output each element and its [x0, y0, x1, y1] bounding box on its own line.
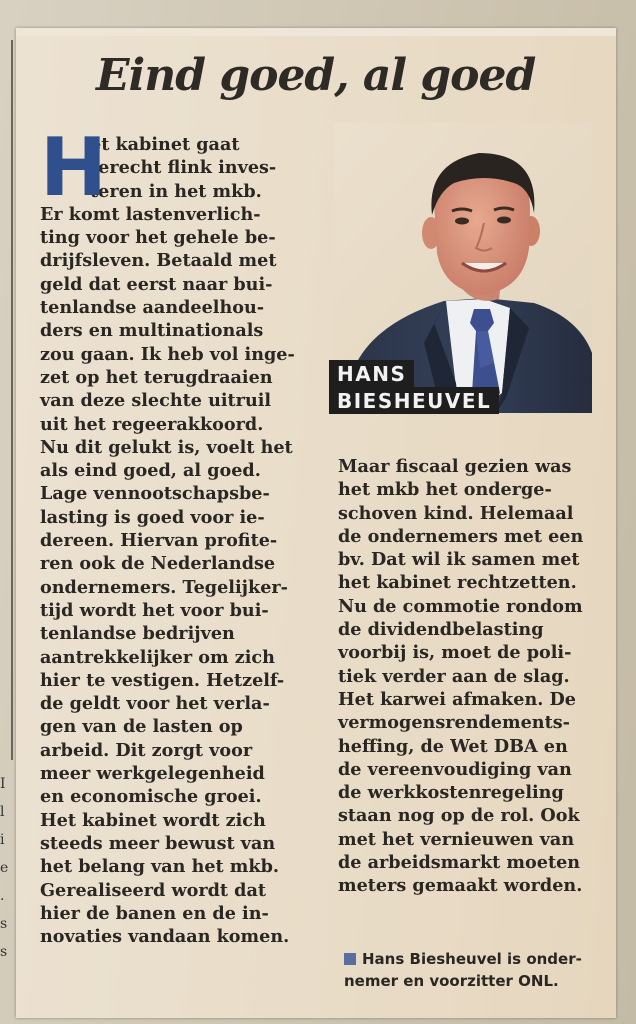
- newspaper-clipping: [16, 28, 616, 1018]
- clipping-top-edge: [16, 28, 616, 36]
- article-text-line: uit het regeerakkoord.: [40, 413, 264, 435]
- article-text-line: et kabinet gaat: [90, 134, 240, 155]
- article-text-line: gen van de lasten op: [40, 716, 243, 738]
- article-text-line: terecht flink inves-: [90, 157, 277, 179]
- article-text-line: zou gaan. Ik heb vol inge-: [40, 343, 295, 365]
- article-text-line: van deze slechte uitruil: [40, 390, 272, 412]
- article-text-line: ders en multinationals: [40, 320, 264, 342]
- bio-text-1: Hans Biesheuvel is onder-: [362, 950, 582, 968]
- article-text-line: het kabinet rechtzetten.: [338, 572, 577, 594]
- article-text-line: heffing, de Wet DBA en: [338, 735, 568, 757]
- article-text-line: Nu dit gelukt is, voelt het: [40, 436, 293, 458]
- background-letter: I: [0, 776, 6, 792]
- article-text-line: vermogensrendements-: [338, 712, 570, 734]
- author-name-first: HANS: [329, 360, 414, 387]
- article-text-line: en economische groei.: [40, 786, 262, 808]
- article-text-line: zet op het terugdraaien: [40, 366, 273, 388]
- article-text-line: met het vernieuwen van: [338, 828, 575, 850]
- article-text-line: meer werkgelegenheid: [40, 763, 265, 785]
- article-text-line: de geldt voor het verla-: [40, 693, 270, 715]
- author-bio: [344, 948, 606, 992]
- bio-line: [344, 970, 606, 992]
- background-column-rule: [11, 40, 13, 760]
- article-text-line: Gerealiseerd wordt dat: [40, 879, 266, 901]
- article-right-column: [338, 455, 613, 898]
- background-letter: s: [0, 944, 8, 960]
- article-text-line: steeds meer bewust van: [40, 832, 276, 854]
- article-text-line: de vereenvoudiging van: [338, 758, 572, 780]
- article-text-line: staan nog op de rol. Ook: [338, 805, 580, 827]
- article-text-line: het mkb het onderge-: [338, 479, 552, 501]
- article-text-line: geld dat eerst naar bui-: [40, 273, 273, 295]
- article-text-line: schoven kind. Helemaal: [338, 502, 574, 524]
- background-margin-letters: [0, 770, 14, 966]
- article-text-line: ren ook de Nederlandse: [40, 553, 276, 575]
- article-text-line: bv. Dat wil ik samen met: [338, 549, 580, 571]
- article-text-line: hier te vestigen. Hetzelf-: [40, 669, 285, 691]
- article-text-line: als eind goed, al goed.: [40, 460, 261, 482]
- article-text-line: dereen. Hiervan profite-: [40, 530, 278, 552]
- article-text-line: ting voor het gehele be-: [40, 227, 276, 249]
- article-text-line: drijfsleven. Betaald met: [40, 250, 277, 272]
- article-text-line: voorbij is, moet de poli-: [338, 642, 572, 664]
- article-text-line: Lage vennootschapsbe-: [40, 483, 270, 505]
- background-letter: s: [0, 916, 8, 932]
- article-text-line: tenlandse bedrijven: [40, 623, 235, 645]
- article-text-line: de arbeidsmarkt moeten: [338, 852, 581, 874]
- article-text-line: de dividendbelasting: [338, 619, 544, 641]
- background-letter: i: [0, 832, 5, 848]
- background-letter: l: [0, 804, 5, 820]
- article-text-line: tiek verder aan de slag.: [338, 665, 570, 687]
- article-headline: Eind goed, al goed: [96, 50, 536, 101]
- article-text-line: arbeid. Dit zorgt voor: [40, 739, 253, 761]
- bio-text-2: nemer en voorzitter ONL.: [344, 972, 559, 990]
- article-text-line: lasting is goed voor ie-: [40, 506, 265, 528]
- article-text-line: tenlandse aandeelhou-: [40, 297, 265, 319]
- article-text-line: ondernemers. Tegelijker-: [40, 576, 288, 598]
- article-text-line: Het karwei afmaken. De: [338, 688, 576, 710]
- article-text-line: het belang van het mkb.: [40, 856, 280, 878]
- author-name-label: [329, 360, 509, 414]
- article-text-line: de werkkostenregeling: [338, 782, 564, 804]
- article-text-line: teren in het mkb.: [90, 180, 262, 202]
- article-text-line: Het kabinet wordt zich: [40, 809, 266, 831]
- article-text-line: aantrekkelijker om zich: [40, 646, 275, 668]
- article-text-line: Maar fiscaal gezien was: [338, 456, 572, 477]
- drop-cap: H: [40, 121, 107, 214]
- article-text-line: hier de banen en de in-: [40, 902, 269, 924]
- article-text-line: Nu de commotie rondom: [338, 595, 583, 617]
- article-text-line: tijd wordt het voor bui-: [40, 599, 269, 621]
- article-left-column: [40, 121, 330, 948]
- background-letter: .: [0, 888, 5, 904]
- article-text-line: de ondernemers met een: [338, 525, 584, 547]
- bio-square-icon: [344, 953, 356, 965]
- article-text-line: Er komt lastenverlich-: [40, 203, 261, 225]
- article-text-line: meters gemaakt worden.: [338, 875, 583, 897]
- bio-line: [344, 948, 606, 970]
- article-text-line: novaties vandaan komen.: [40, 926, 290, 948]
- background-letter: e: [0, 860, 9, 876]
- author-name-last: BIESHEUVEL: [329, 387, 499, 414]
